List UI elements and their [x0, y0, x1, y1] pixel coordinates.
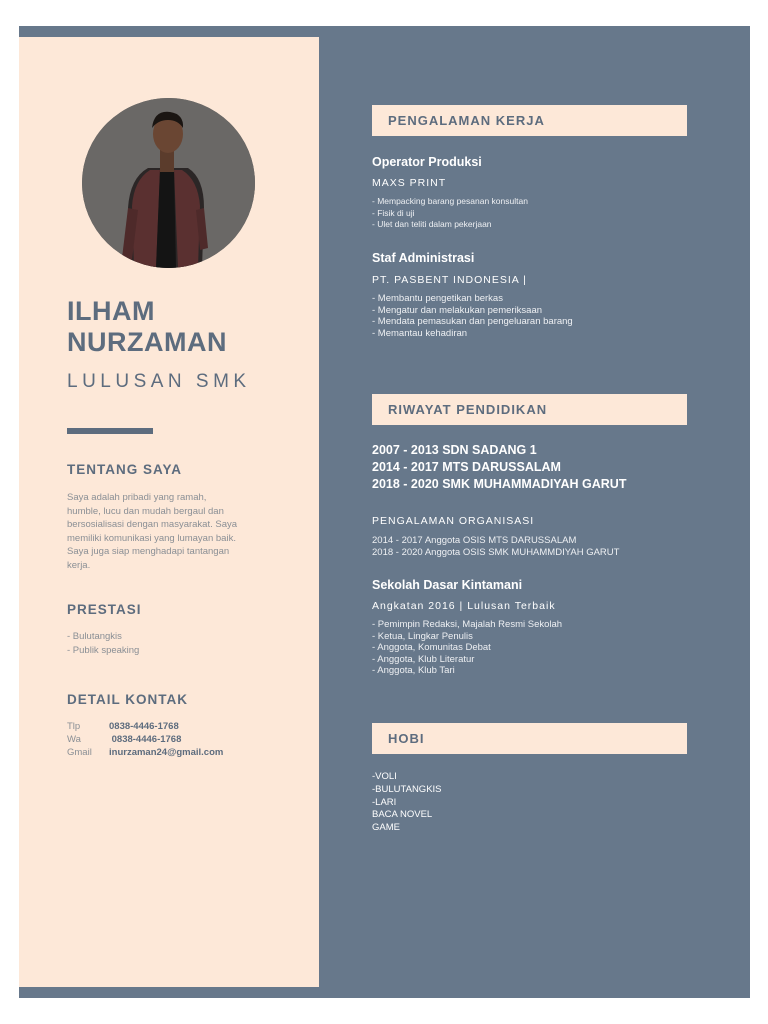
education-heading: RIWAYAT PENDIDIKAN — [388, 402, 548, 417]
about-line: memiliki komunikasi yang lumayan baik. — [67, 532, 236, 544]
school-subtitle: Angkatan 2016 | Lulusan Terbaik — [372, 600, 556, 612]
job-title: Operator Produksi — [372, 155, 482, 169]
job-company: PT. PASBENT INDONESIA | — [372, 274, 527, 286]
name-line-2: NURZAMAN — [67, 327, 227, 357]
about-line: Saya adalah pribadi yang ramah, — [67, 492, 207, 503]
prestasi-list — [67, 630, 139, 657]
duty-item: - Membantu pengetikan berkas — [372, 293, 503, 304]
contact-label: Tlp — [67, 721, 81, 732]
contact-row-gmail — [67, 746, 223, 759]
about-line: kerja. — [67, 559, 91, 571]
prestasi-heading: PRESTASI — [67, 602, 142, 617]
duty-item: - Mengatur dan melakukan pemeriksaan — [372, 304, 543, 316]
hobby-item: -VOLI — [372, 771, 397, 782]
organization-heading: PENGALAMAN ORGANISASI — [372, 515, 535, 527]
experience-heading-bar — [372, 105, 687, 136]
contact-details — [67, 720, 223, 759]
organization-item: 2018 - 2020 Anggota OSIS SMK MUHAMMDIYAH GARUT — [372, 546, 620, 558]
contact-value-phone[interactable]: 0838-4446-1768 — [109, 721, 179, 732]
contact-row-phone — [67, 720, 223, 733]
organization-list — [372, 535, 619, 558]
hobby-list — [372, 771, 442, 835]
profile-subtitle: LULUSAN SMK — [67, 371, 251, 392]
about-heading: TENTANG SAYA — [67, 462, 183, 477]
job-duties — [372, 293, 573, 339]
duty-item: - Ulet dan teliti dalam pekerjaan — [372, 219, 492, 229]
school-activities — [372, 619, 562, 677]
job-title: Staf Administrasi — [372, 251, 475, 265]
about-line: Saya juga siap menghadapi tantangan — [67, 546, 230, 557]
school-activity-item: - Pemimpin Redaksi, Majalah Resmi Sekolah — [372, 619, 563, 630]
contact-value-email[interactable]: inurzaman24@gmail.com — [109, 747, 224, 758]
education-heading-bar — [372, 394, 687, 425]
about-line: bersosialisasi dengan masyarakat. Saya — [67, 519, 238, 530]
school-activity-item: - Anggota, Komunitas Debat — [372, 642, 491, 653]
name-line-1: ILHAM — [67, 296, 155, 326]
profile-photo — [82, 98, 255, 268]
about-text — [67, 491, 287, 572]
prestasi-item: - Publik speaking — [67, 644, 140, 656]
duty-item: - Mendata pemasukan dan pengeluaran barang — [372, 316, 573, 327]
duty-item: - Memantau kehadiran — [372, 327, 468, 339]
school-activity-item: - Ketua, Lingkar Penulis — [372, 630, 473, 642]
hobby-item: BACA NOVEL — [372, 809, 433, 821]
hobby-heading-bar — [372, 723, 687, 754]
contact-row-wa — [67, 733, 223, 746]
organization-item: 2014 - 2017 Anggota OSIS MTS DARUSSALAM — [372, 535, 577, 546]
job-company: MAXS PRINT — [372, 177, 447, 189]
duty-item: - Mempacking barang pesanan konsultan — [372, 196, 528, 206]
education-entry: 2014 - 2017 MTS DARUSSALAM — [372, 460, 561, 474]
job-duties — [372, 196, 528, 231]
hobby-item: -BULUTANGKIS — [372, 783, 442, 795]
education-entry: 2007 - 2013 SDN SADANG 1 — [372, 443, 537, 457]
contact-label: Wa — [67, 734, 81, 745]
duty-item: - Fisik di uji — [372, 207, 415, 218]
contact-label: Gmail — [67, 747, 92, 758]
experience-heading: PENGALAMAN KERJA — [388, 113, 545, 128]
education-entry: 2018 - 2020 SMK MUHAMMADIYAH GARUT — [372, 477, 627, 491]
school-title: Sekolah Dasar Kintamani — [372, 578, 523, 592]
about-line: humble, lucu dan mudah bergaul dan — [67, 505, 224, 517]
contact-value-wa[interactable]: 0838-4446-1768 — [109, 734, 182, 745]
hobby-item: GAME — [372, 822, 400, 834]
school-activity-item: - Anggota, Klub Literatur — [372, 653, 475, 665]
prestasi-item: - Bulutangkis — [67, 631, 122, 642]
profile-name — [67, 296, 227, 358]
hobby-item: -LARI — [372, 796, 397, 808]
education-list — [372, 442, 626, 493]
school-activity-item: - Anggota, Klub Tari — [372, 665, 455, 676]
name-divider — [67, 428, 153, 434]
contact-heading: DETAIL KONTAK — [67, 692, 188, 707]
hobby-heading: HOBI — [388, 731, 425, 746]
